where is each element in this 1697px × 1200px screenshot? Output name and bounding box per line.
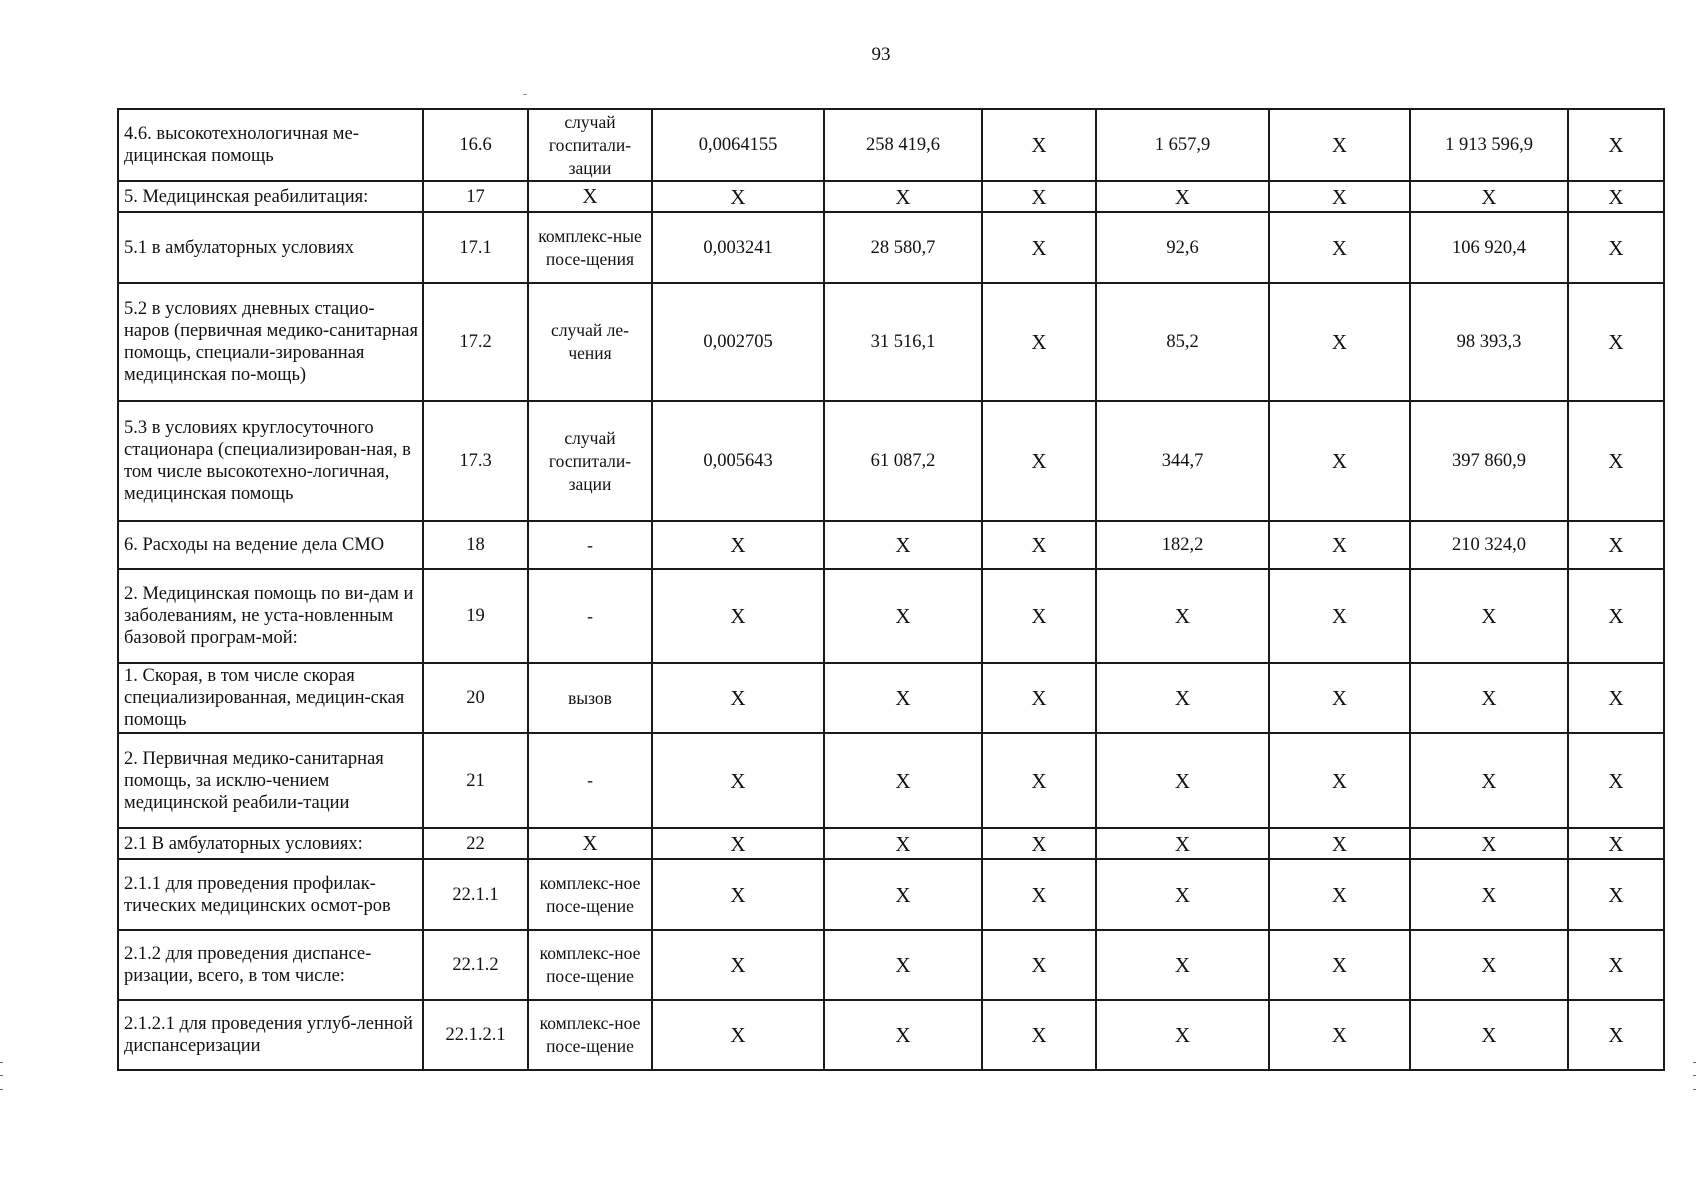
page-number: 93 (871, 44, 891, 65)
row-value-cell: Х (1568, 1000, 1664, 1070)
row-unit-cell: случай ле-чения (528, 283, 652, 401)
row-code-cell: 17.1 (423, 212, 528, 283)
row-value-cell: Х (1568, 521, 1664, 569)
row-name-cell: 2. Первичная медико-санитарная помощь, за исклю-чением медицинской реабили-тации (118, 733, 423, 828)
table-row (118, 109, 1664, 181)
row-value-cell: Х (652, 521, 824, 569)
row-code-cell: 16.6 (423, 109, 528, 181)
table-row (118, 1000, 1664, 1070)
row-value-cell: Х (1096, 930, 1269, 1000)
row-value-cell: Х (982, 109, 1096, 181)
row-value-cell: Х (1410, 733, 1568, 828)
row-value-cell: 344,7 (1096, 401, 1269, 521)
row-name-cell: 1. Скорая, в том числе скорая специализированная, медицин-ская помощь (118, 663, 423, 733)
row-value-cell: 92,6 (1096, 212, 1269, 283)
row-value-cell: Х (1410, 663, 1568, 733)
row-code-cell: 18 (423, 521, 528, 569)
row-value-cell: Х (1269, 109, 1410, 181)
row-value-cell: Х (1410, 569, 1568, 663)
row-unit-cell: - (528, 733, 652, 828)
row-value-cell: Х (1269, 1000, 1410, 1070)
table-row (118, 930, 1664, 1000)
row-value-cell: Х (1269, 859, 1410, 930)
row-value-cell: Х (824, 1000, 982, 1070)
row-unit-cell: комплекс-ное посе-щение (528, 859, 652, 930)
table-row (118, 212, 1664, 283)
row-unit-cell: вызов (528, 663, 652, 733)
row-value-cell: Х (1568, 930, 1664, 1000)
row-value-cell: Х (982, 181, 1096, 212)
row-value-cell: Х (1410, 859, 1568, 930)
row-unit-cell: - (528, 521, 652, 569)
row-value-cell: Х (1568, 109, 1664, 181)
row-value-cell: 106 920,4 (1410, 212, 1568, 283)
row-value-cell: Х (652, 859, 824, 930)
row-name-cell: 2.1.2 для проведения диспансе-ризации, всего, в том числе: (118, 930, 423, 1000)
row-unit-cell: случай госпитали-зации (528, 109, 652, 181)
row-value-cell: 0,005643 (652, 401, 824, 521)
table-row (118, 828, 1664, 859)
row-value-cell: Х (824, 521, 982, 569)
row-unit-cell: комплекс-ное посе-щение (528, 930, 652, 1000)
row-unit-cell: - (528, 569, 652, 663)
tariff-table (117, 108, 1665, 1071)
row-value-cell: Х (982, 569, 1096, 663)
row-value-cell: Х (1410, 1000, 1568, 1070)
row-value-cell: Х (1568, 859, 1664, 930)
table-row (118, 283, 1664, 401)
row-value-cell: Х (1096, 181, 1269, 212)
row-value-cell: Х (1269, 283, 1410, 401)
row-value-cell: Х (1568, 181, 1664, 212)
row-value-cell: Х (982, 521, 1096, 569)
page-number-container (0, 44, 1697, 66)
row-value-cell: 0,003241 (652, 212, 824, 283)
row-value-cell: 0,002705 (652, 283, 824, 401)
row-value-cell: Х (652, 828, 824, 859)
row-value-cell: Х (982, 212, 1096, 283)
row-value-cell: 1 657,9 (1096, 109, 1269, 181)
row-value-cell: Х (1096, 859, 1269, 930)
row-value-cell: Х (1568, 569, 1664, 663)
row-code-cell: 17.3 (423, 401, 528, 521)
table-row (118, 733, 1664, 828)
row-value-cell: Х (982, 828, 1096, 859)
row-code-cell: 22.1.2 (423, 930, 528, 1000)
row-value-cell: Х (824, 181, 982, 212)
row-code-cell: 20 (423, 663, 528, 733)
row-code-cell: 21 (423, 733, 528, 828)
row-value-cell: 28 580,7 (824, 212, 982, 283)
row-code-cell: 19 (423, 569, 528, 663)
table-row (118, 181, 1664, 212)
row-value-cell: 397 860,9 (1410, 401, 1568, 521)
row-value-cell: 258 419,6 (824, 109, 982, 181)
row-unit-cell: Х (528, 181, 652, 212)
row-value-cell: 210 324,0 (1410, 521, 1568, 569)
row-value-cell: Х (1410, 181, 1568, 212)
row-value-cell: Х (1269, 733, 1410, 828)
row-value-cell: Х (982, 859, 1096, 930)
row-value-cell: Х (652, 569, 824, 663)
row-value-cell: Х (1269, 521, 1410, 569)
row-value-cell: Х (1096, 1000, 1269, 1070)
table-row (118, 569, 1664, 663)
row-value-cell: Х (652, 1000, 824, 1070)
row-code-cell: 22 (423, 828, 528, 859)
table-row (118, 521, 1664, 569)
row-value-cell: Х (1410, 828, 1568, 859)
row-value-cell: Х (1568, 828, 1664, 859)
row-value-cell: Х (824, 733, 982, 828)
row-code-cell: 22.1.1 (423, 859, 528, 930)
row-code-cell: 17.2 (423, 283, 528, 401)
row-value-cell: Х (1410, 930, 1568, 1000)
scan-artifact-tick (523, 94, 527, 95)
row-code-cell: 17 (423, 181, 528, 212)
row-value-cell: Х (824, 859, 982, 930)
row-value-cell: Х (1568, 283, 1664, 401)
row-value-cell: Х (1096, 733, 1269, 828)
row-value-cell: Х (982, 1000, 1096, 1070)
row-value-cell: Х (1269, 569, 1410, 663)
row-value-cell: 1 913 596,9 (1410, 109, 1568, 181)
row-value-cell: Х (982, 930, 1096, 1000)
row-value-cell: Х (982, 283, 1096, 401)
row-value-cell: Х (1096, 569, 1269, 663)
row-value-cell: Х (1269, 828, 1410, 859)
row-value-cell: 0,0064155 (652, 109, 824, 181)
row-value-cell: Х (1269, 212, 1410, 283)
row-name-cell: 2.1 В амбулаторных условиях: (118, 828, 423, 859)
row-value-cell: Х (1269, 930, 1410, 1000)
table-row (118, 663, 1664, 733)
row-name-cell: 5. Медицинская реабилитация: (118, 181, 423, 212)
row-value-cell: Х (1096, 828, 1269, 859)
row-value-cell: Х (1269, 663, 1410, 733)
row-name-cell: 2.1.1 для проведения профилак-тических медицинских осмот-ров (118, 859, 423, 930)
row-value-cell: 182,2 (1096, 521, 1269, 569)
row-value-cell: Х (1568, 733, 1664, 828)
row-value-cell: Х (1269, 181, 1410, 212)
row-value-cell: Х (982, 663, 1096, 733)
row-value-cell: Х (1568, 212, 1664, 283)
scan-margin-mark-left (0, 1062, 3, 1090)
row-name-cell: 6. Расходы на ведение дела СМО (118, 521, 423, 569)
table-row (118, 859, 1664, 930)
row-unit-cell: комплекс-ные посе-щения (528, 212, 652, 283)
row-value-cell: Х (824, 828, 982, 859)
row-code-cell: 22.1.2.1 (423, 1000, 528, 1070)
row-value-cell: Х (824, 663, 982, 733)
row-name-cell: 5.3 в условиях круглосуточного стационара (специализирован-ная, в том числе высокотехно-логичная, медицинская помощь (118, 401, 423, 521)
row-value-cell: Х (652, 733, 824, 828)
row-value-cell: 61 087,2 (824, 401, 982, 521)
row-value-cell: Х (652, 930, 824, 1000)
row-unit-cell: случай госпитали-зации (528, 401, 652, 521)
row-value-cell: Х (982, 401, 1096, 521)
row-name-cell: 2.1.2.1 для проведения углуб-ленной диспансеризации (118, 1000, 423, 1070)
row-value-cell: Х (1096, 663, 1269, 733)
row-value-cell: 85,2 (1096, 283, 1269, 401)
row-value-cell: Х (1269, 401, 1410, 521)
scan-margin-mark-right (1693, 1062, 1696, 1090)
row-value-cell: Х (824, 569, 982, 663)
row-value-cell: 31 516,1 (824, 283, 982, 401)
row-name-cell: 5.2 в условиях дневных стацио-наров (первичная медико-санитарная помощь, специали-зированная медицинская по-мощь) (118, 283, 423, 401)
row-name-cell: 5.1 в амбулаторных условиях (118, 212, 423, 283)
row-name-cell: 4.6. высокотехнологичная ме-дицинская помощь (118, 109, 423, 181)
row-value-cell: Х (824, 930, 982, 1000)
row-value-cell: Х (652, 181, 824, 212)
row-name-cell: 2. Медицинская помощь по ви-дам и заболеваниям, не уста-новленным базовой програм-мой: (118, 569, 423, 663)
row-unit-cell: комплекс-ное посе-щение (528, 1000, 652, 1070)
row-unit-cell: Х (528, 828, 652, 859)
row-value-cell: Х (1568, 401, 1664, 521)
row-value-cell: 98 393,3 (1410, 283, 1568, 401)
row-value-cell: Х (652, 663, 824, 733)
row-value-cell: Х (982, 733, 1096, 828)
table-row (118, 401, 1664, 521)
row-value-cell: Х (1568, 663, 1664, 733)
